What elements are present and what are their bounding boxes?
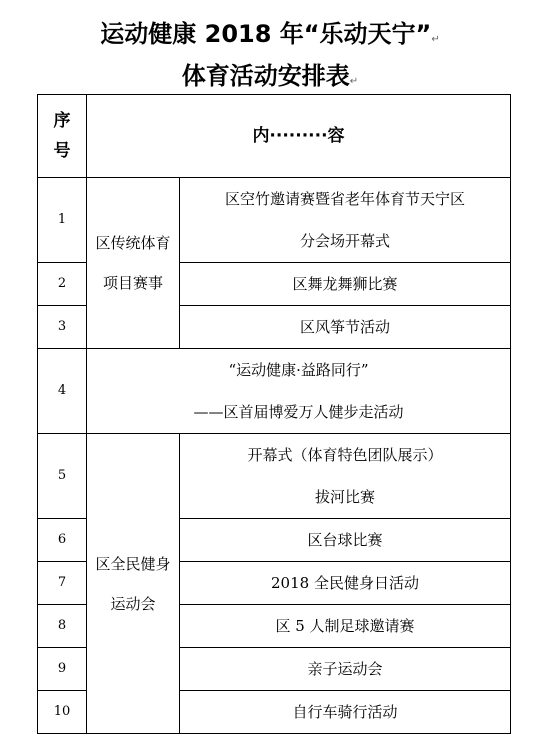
row-content: 2018 全民健身日活动 bbox=[180, 562, 511, 605]
table-row bbox=[38, 349, 511, 434]
content-line: 开幕式（体育特色团队展示） bbox=[247, 446, 443, 464]
row-content: 区风筝节活动 bbox=[180, 306, 511, 349]
row-content: 区舞龙舞狮比赛 bbox=[180, 263, 511, 306]
table-row bbox=[38, 434, 511, 519]
document-title-line2 bbox=[0, 56, 540, 91]
row-number: 3 bbox=[38, 306, 87, 349]
row-content: 区 5 人制足球邀请赛 bbox=[180, 605, 511, 648]
table-header-row bbox=[38, 95, 511, 178]
table-row bbox=[38, 178, 511, 263]
content-line: ——区首届博爱万人健步走活动 bbox=[193, 403, 404, 421]
row-content: 区台球比赛 bbox=[180, 519, 511, 562]
row-content: 亲子运动会 bbox=[180, 648, 511, 691]
header-content-label: 内·········容 bbox=[252, 126, 345, 146]
content-line: 拔河比赛 bbox=[314, 488, 375, 506]
paragraph-mark-icon: ↵ bbox=[431, 34, 440, 45]
row-number: 1 bbox=[38, 178, 87, 263]
header-number-line2: 号 bbox=[53, 141, 71, 161]
header-number-line1: 序 bbox=[53, 111, 71, 131]
activity-schedule-table bbox=[37, 94, 511, 734]
content-line: “运动健康·益路同行” bbox=[228, 361, 369, 379]
row-number: 9 bbox=[38, 648, 87, 691]
document-title-line1 bbox=[0, 14, 540, 49]
header-number-cell bbox=[38, 95, 87, 178]
row-number: 8 bbox=[38, 605, 87, 648]
category-fitness-games: 区全民健身运动会 bbox=[87, 434, 180, 734]
row-number: 6 bbox=[38, 519, 87, 562]
content-line: 区空竹邀请赛暨省老年体育节天宁区 bbox=[224, 190, 465, 208]
row-content bbox=[180, 434, 511, 519]
paragraph-mark-icon: ↵ bbox=[349, 76, 359, 87]
row-number: 5 bbox=[38, 434, 87, 519]
row-content bbox=[87, 349, 511, 434]
row-number: 7 bbox=[38, 562, 87, 605]
content-line: 分会场开幕式 bbox=[299, 232, 390, 250]
row-number: 4 bbox=[38, 349, 87, 434]
row-number: 2 bbox=[38, 263, 87, 306]
row-content bbox=[180, 178, 511, 263]
category-traditional-events: 区传统体育项目赛事 bbox=[87, 178, 180, 349]
title-line2-text: 体育活动安排表 bbox=[181, 62, 350, 90]
row-number: 10 bbox=[38, 691, 87, 734]
row-content: 自行车骑行活动 bbox=[180, 691, 511, 734]
title-line1-text: 运动健康 2018 年“乐动天宁” bbox=[100, 20, 432, 48]
header-content-cell bbox=[87, 95, 511, 178]
